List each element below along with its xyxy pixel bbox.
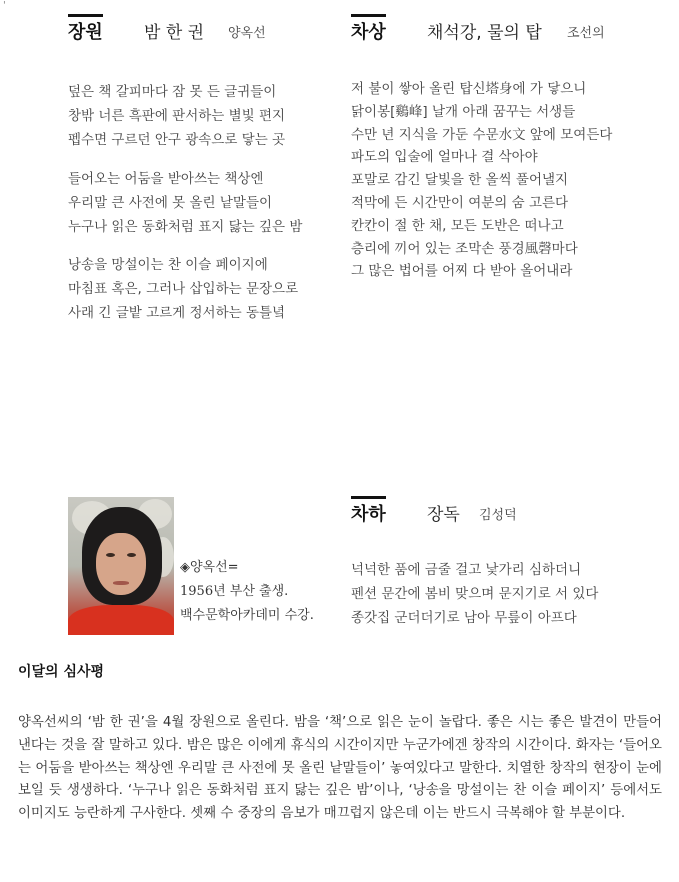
winner-rank: 장원: [68, 14, 103, 45]
winner-header: [68, 14, 343, 54]
poem-line: 그 많은 법어를 어찌 다 받아 올어내라: [351, 263, 573, 280]
winner-poem: [68, 14, 343, 325]
poem-line: 낭송을 망설이는 찬 이슬 페이지에: [68, 257, 268, 273]
poem-line: 누구나 읽은 동화처럼 표지 닳는 깊은 밤: [68, 218, 303, 235]
poem-line: 넉넉한 품에 금줄 걸고 낯가리 심하더니: [351, 562, 582, 578]
poem-line: 포말로 감긴 달빛을 한 올씩 풀어낼지: [351, 172, 569, 189]
review-section: [18, 662, 662, 826]
second-lines: [351, 78, 651, 283]
poem-line: 적막에 든 시간만이 여분의 숨 고른다: [351, 194, 569, 211]
photo-eye: [127, 553, 136, 557]
third-lines: [351, 558, 651, 630]
photo-eye: [106, 553, 115, 557]
bio-line: 백수문학아카데미 수강.: [180, 608, 314, 623]
review-body: 양옥선씨의 ‘밤 한 권’을 4월 장원으로 올린다. 밤을 ‘책’으로 읽은 눈이 놀랍다. 좋은 시는 좋은 발견이 만들어낸다는 것을 잘 말하고 있다. 밤은 많은 이에게 휴식의 시간이지만 누군가에겐 창작의 시간이다. 화자는 ‘들어오는 어둠을 받아쓰는 책상엔 우리말 큰 사전에 못 올린 낱말들이’ 놓여있다고 말한다. 치열한 창작의 현장이 눈에 보일 듯 생생하다. ‘누구나 읽은 동화처럼 표지 닳는 깊은 밤’이나, ‘낭송을 망설이는 찬 이슬 페이지’ 등에서도 이미지도 능란하게 구사한다. 셋째 수 중장의 음보가 매끄럽지 않은데 이는 반드시 극복해야 할 부분이다.: [18, 715, 662, 822]
poem-line: 창밖 너른 흑판에 판서하는 별빛 편지: [68, 108, 286, 124]
second-author: 조선의: [567, 26, 605, 41]
third-title: 장독: [427, 505, 460, 525]
winner-author: 양옥선: [228, 26, 266, 41]
photo-face: [96, 533, 146, 595]
author-photo: [68, 497, 174, 635]
poem-line: 수만 년 지식을 가둔 수문水文 앞에 모여든다: [351, 126, 613, 143]
third-rank: 차하: [351, 496, 386, 527]
poem-line: 펩수면 구르던 안구 광속으로 닿는 곳: [68, 132, 286, 148]
poem-line: 파도의 입술에 얼마나 결 삭아야: [351, 149, 538, 166]
bio-line: 1956년 부산 출생.: [180, 584, 289, 599]
winner-title: 밤 한 권: [144, 23, 205, 43]
photo-mouth: [113, 581, 129, 585]
stanza-gap: [68, 239, 343, 254]
poem-line: 저 불이 쌓아 올린 탑신塔身에 가 닿으니: [351, 81, 587, 97]
winner-lines: [68, 80, 343, 325]
stanza-gap: [68, 152, 343, 167]
second-title: 채석강, 물의 탑: [427, 23, 542, 43]
second-poem: [351, 14, 651, 283]
second-rank: 차상: [351, 14, 386, 45]
poem-line: 들어오는 어둠을 받아쓰는 책상엔: [68, 170, 264, 187]
poem-line: 칸칸이 절 한 채, 모든 도반은 떠나고: [351, 217, 564, 234]
bio-name: ◈양옥선=: [180, 560, 239, 575]
poem-line: 마침표 혹은, 그러나 삽입하는 문장으로: [68, 281, 299, 297]
corner-mark: ': [3, 0, 6, 11]
author-bio: [180, 556, 350, 628]
third-header: [351, 496, 651, 536]
second-header: [351, 14, 651, 54]
third-author: 김성덕: [479, 508, 517, 523]
poem-line: 펜션 문간에 봄비 맞으며 문지기로 서 있다: [351, 586, 599, 602]
poem-line: 우리말 큰 사전에 못 올린 낱말들이: [68, 194, 273, 211]
poem-line: 사래 긴 글밭 고르게 정서하는 동틀녘: [68, 305, 286, 321]
poem-line: 덮은 책 갈피마다 잠 못 든 글귀들이: [68, 84, 277, 100]
third-poem: [351, 496, 651, 630]
poem-line: 닭이봉[鷄峰] 날개 아래 꿈꾸는 서생들: [351, 103, 576, 120]
review-title: 이달의 심사평: [18, 664, 105, 680]
poem-line: 층리에 끼어 있는 조막손 풍경風磬마다: [351, 240, 578, 257]
photo-shirt: [68, 605, 174, 635]
poem-line: 종갓집 군더더기로 남아 무릎이 아프다: [351, 610, 577, 626]
